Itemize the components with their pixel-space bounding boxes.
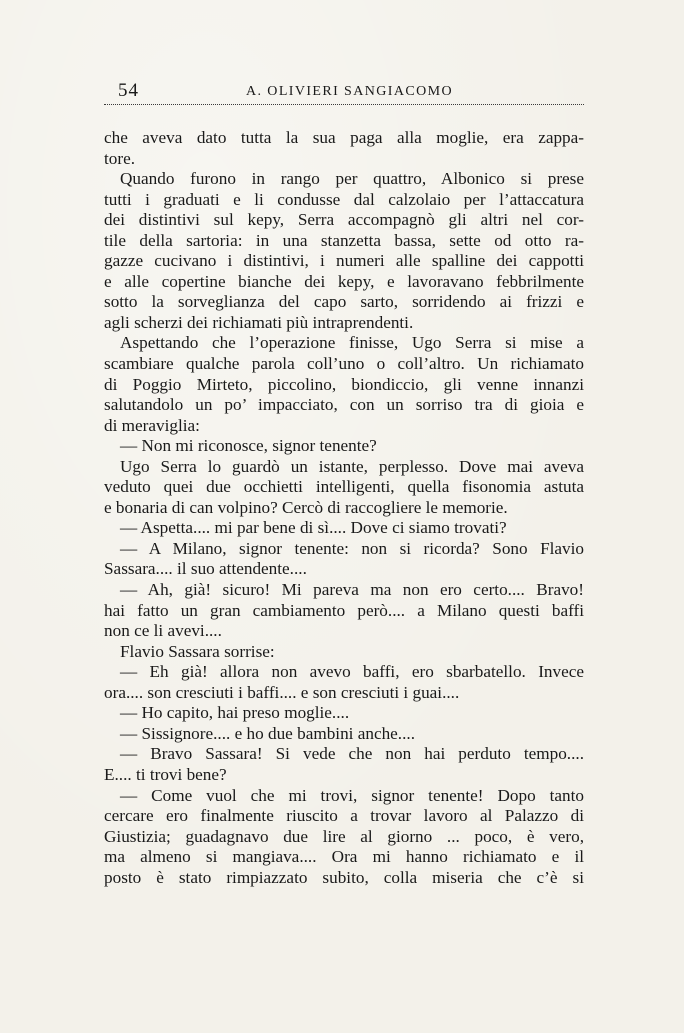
text-line: — Aspetta.... mi par bene di sì.... Dove ci siamo trovati? xyxy=(120,518,507,538)
text-line: tutti i graduati e li condusse dal calzolaio per l’attaccatura xyxy=(104,189,584,209)
text-line: — Eh già! allora non avevo baffi, ero sbarbatello. Invece xyxy=(120,662,584,682)
text-line: scambiare qualche parola coll’uno o coll’altro. Un richiamato xyxy=(104,354,584,374)
text-line: — Ah, già! sicuro! Mi pareva ma non ero certo.... Bravo! xyxy=(120,580,584,600)
text-line: posto è stato rimpiazzato subito, colla miseria che c’è si xyxy=(104,867,584,887)
text-line: Ugo Serra lo guardò un istante, perplesso. Dove mai aveva xyxy=(120,456,584,476)
text-line: agli scherzi dei richiamati più intraprendenti. xyxy=(104,312,414,332)
text-line: ora.... son cresciuti i baffi.... e son cresciuti i guai.... xyxy=(104,682,460,702)
text-line: tile della sartoria: in una stanzetta bassa, sette od otto ra- xyxy=(104,230,584,250)
page-number: 54 xyxy=(118,80,139,101)
text-line: gazze cucivano i distintivi, i numeri alle spalline dei cappotti xyxy=(104,251,584,271)
text-line: che aveva dato tutta la sua paga alla moglie, era zappa- xyxy=(104,128,584,147)
text-line: Sassara.... il suo attendente.... xyxy=(104,559,307,579)
text-line: Giustizia; guadagnavo due lire al giorno ... poco, è vero, xyxy=(104,826,584,846)
running-head xyxy=(118,80,584,106)
text-line: Quando furono in rango per quattro, Albonico si prese xyxy=(120,169,584,189)
text-line: e alle copertine bianche dei kepy, e lavoravano febbrilmente xyxy=(104,271,584,291)
text-line: — Non mi riconosce, signor tenente? xyxy=(120,436,377,456)
text-line: E.... ti trovi bene? xyxy=(104,764,227,784)
text-line: di Poggio Mirteto, piccolino, biondiccio, gli venne innanzi xyxy=(104,374,584,394)
text-line: — Bravo Sassara! Si vede che non hai perduto tempo.... xyxy=(120,744,584,764)
text-line: — Sissignore.... e ho due bambini anche.... xyxy=(120,723,415,743)
text-line: Aspettando che l’operazione finisse, Ugo Serra si mise a xyxy=(120,333,584,353)
text-line: — A Milano, signor tenente: non si ricorda? Sono Flavio xyxy=(120,538,584,558)
text-line: cercare ero finalmente riuscito a trovar lavoro al Palazzo di xyxy=(104,806,584,826)
text-line: hai fatto un gran cambiamento però.... a Milano questi baffi xyxy=(104,600,584,620)
text-line: non ce li avevi.... xyxy=(104,621,222,641)
text-line: Flavio Sassara sorrise: xyxy=(120,641,275,661)
text-line: — Ho capito, hai preso moglie.... xyxy=(120,703,350,723)
text-line: sotto la sorveglianza del capo sarto, sorridendo ai frizzi e xyxy=(104,292,584,312)
text-line: — Come vuol che mi trovi, signor tenente! Dopo tanto xyxy=(120,785,584,805)
body-text xyxy=(104,128,584,888)
text-line: tore. xyxy=(104,148,136,168)
header-rule xyxy=(104,104,584,105)
text-line: e bonaria di can volpino? Cercò di raccogliere le memorie. xyxy=(104,497,508,517)
text-line: salutandolo un po’ impacciato, con un sorriso tra di gioia e xyxy=(104,395,584,415)
text-line: dei distintivi sul kepy, Serra accompagnò gli altri nel cor- xyxy=(104,210,584,230)
text-line: di meraviglia: xyxy=(104,415,200,435)
text-line: veduto quei due occhietti intelligenti, quella fisonomia astuta xyxy=(104,477,584,497)
text-line: ma almeno si mangiava.... Ora mi hanno richiamato e il xyxy=(104,847,584,867)
running-title: A. OLIVIERI SANGIACOMO xyxy=(246,84,453,99)
